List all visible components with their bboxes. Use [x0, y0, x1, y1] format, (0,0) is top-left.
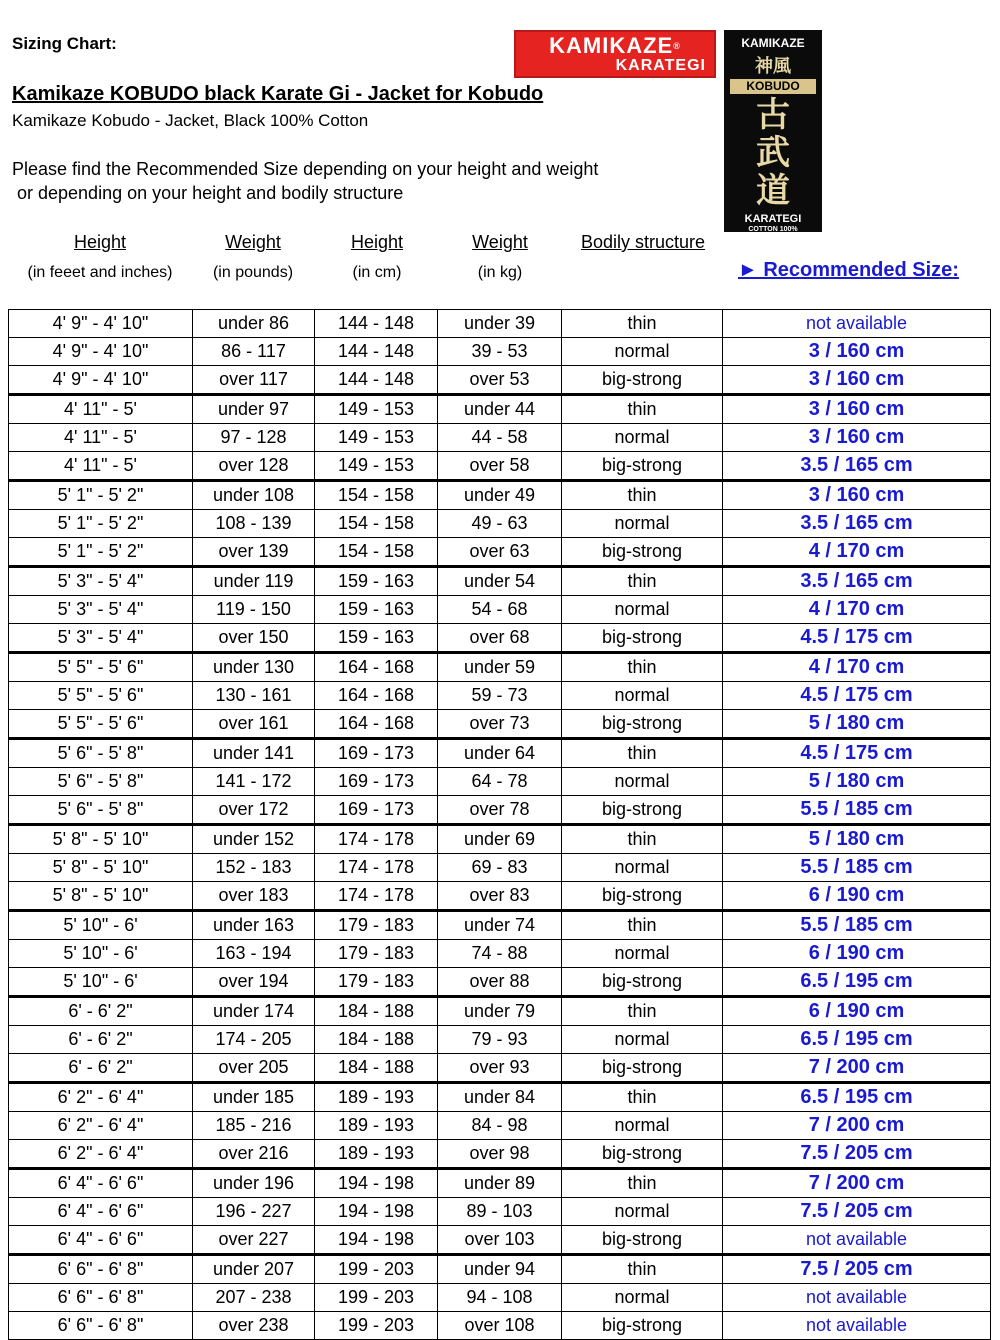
cell-recommended-size: 6 / 190 cm — [723, 940, 991, 968]
cell-weight-lb: 119 - 150 — [193, 596, 315, 624]
label-kanji-1: 古 — [756, 96, 790, 134]
cell-bodily-structure: thin — [562, 653, 723, 682]
table-row — [9, 452, 991, 481]
cell-weight-kg: under 94 — [438, 1255, 562, 1284]
cell-weight-lb: under 174 — [193, 997, 315, 1026]
cell-bodily-structure: normal — [562, 424, 723, 452]
cell-weight-lb: 108 - 139 — [193, 510, 315, 538]
column-sub-height-cm: (in cm) — [352, 264, 402, 281]
cell-height-cm: 199 - 203 — [315, 1284, 438, 1312]
cell-bodily-structure: thin — [562, 481, 723, 510]
cell-bodily-structure: big-strong — [562, 710, 723, 739]
cell-bodily-structure: normal — [562, 338, 723, 366]
cell-bodily-structure: thin — [562, 1083, 723, 1112]
cell-weight-kg: 74 - 88 — [438, 940, 562, 968]
cell-height-ft: 6' 6" - 6' 8" — [9, 1284, 193, 1312]
cell-weight-kg: over 68 — [438, 624, 562, 653]
table-row — [9, 310, 991, 338]
cell-recommended-size: 3 / 160 cm — [723, 481, 991, 510]
instruction-line-1: Please find the Recommended Size depending on your height and weight — [12, 159, 599, 179]
cell-weight-lb: over 227 — [193, 1226, 315, 1255]
cell-height-cm: 154 - 158 — [315, 481, 438, 510]
cell-height-cm: 189 - 193 — [315, 1083, 438, 1112]
cell-weight-kg: over 63 — [438, 538, 562, 567]
cell-weight-kg: over 53 — [438, 366, 562, 395]
cell-height-ft: 5' 8" - 5' 10" — [9, 825, 193, 854]
cell-recommended-size: 3.5 / 165 cm — [723, 510, 991, 538]
cell-bodily-structure: big-strong — [562, 1226, 723, 1255]
cell-weight-lb: 196 - 227 — [193, 1198, 315, 1226]
table-row — [9, 911, 991, 940]
cell-weight-lb: under 196 — [193, 1169, 315, 1198]
cell-weight-kg: 49 - 63 — [438, 510, 562, 538]
cell-weight-lb: over 194 — [193, 968, 315, 997]
cell-height-ft: 6' 4" - 6' 6" — [9, 1169, 193, 1198]
cell-weight-lb: over 183 — [193, 882, 315, 911]
gi-label-image — [724, 30, 822, 232]
cell-height-cm: 164 - 168 — [315, 682, 438, 710]
registered-mark: ® — [673, 41, 681, 51]
cell-bodily-structure: thin — [562, 310, 723, 338]
cell-height-ft: 6' - 6' 2" — [9, 1054, 193, 1083]
cell-bodily-structure: normal — [562, 510, 723, 538]
cell-weight-kg: 54 - 68 — [438, 596, 562, 624]
cell-height-cm: 164 - 168 — [315, 653, 438, 682]
cell-height-cm: 199 - 203 — [315, 1312, 438, 1340]
cell-weight-lb: over 172 — [193, 796, 315, 825]
table-row — [9, 796, 991, 825]
cell-height-cm: 154 - 158 — [315, 538, 438, 567]
column-header-bodily-structure: Bodily structure — [580, 232, 706, 252]
cell-bodily-structure: big-strong — [562, 538, 723, 567]
cell-recommended-size: 3.5 / 165 cm — [723, 567, 991, 596]
cell-weight-lb: over 150 — [193, 624, 315, 653]
cell-weight-lb: under 141 — [193, 739, 315, 768]
cell-weight-lb: under 130 — [193, 653, 315, 682]
table-row — [9, 1140, 991, 1169]
cell-height-ft: 5' 1" - 5' 2" — [9, 510, 193, 538]
cell-height-ft: 6' 4" - 6' 6" — [9, 1226, 193, 1255]
cell-bodily-structure: big-strong — [562, 1054, 723, 1083]
cell-recommended-size: 5 / 180 cm — [723, 768, 991, 796]
kamikaze-logo — [514, 30, 716, 78]
cell-weight-kg: over 103 — [438, 1226, 562, 1255]
cell-height-cm: 194 - 198 — [315, 1169, 438, 1198]
cell-weight-lb: under 185 — [193, 1083, 315, 1112]
logo-line-1: KAMIKAZE — [549, 33, 674, 58]
cell-height-ft: 4' 11" - 5' — [9, 424, 193, 452]
cell-weight-kg: under 64 — [438, 739, 562, 768]
cell-bodily-structure: normal — [562, 1112, 723, 1140]
cell-weight-lb: 174 - 205 — [193, 1026, 315, 1054]
cell-height-ft: 6' 2" - 6' 4" — [9, 1083, 193, 1112]
cell-height-ft: 5' 10" - 6' — [9, 940, 193, 968]
cell-height-ft: 6' 4" - 6' 6" — [9, 1198, 193, 1226]
cell-recommended-size: 7.5 / 205 cm — [723, 1140, 991, 1169]
cell-weight-lb: over 139 — [193, 538, 315, 567]
table-row — [9, 997, 991, 1026]
cell-weight-lb: under 97 — [193, 395, 315, 424]
cell-height-ft: 5' 10" - 6' — [9, 968, 193, 997]
cell-height-cm: 149 - 153 — [315, 452, 438, 481]
table-row — [9, 968, 991, 997]
cell-bodily-structure: thin — [562, 825, 723, 854]
label-karategi: KARATEGI — [744, 213, 802, 225]
table-row — [9, 1255, 991, 1284]
cell-height-ft: 5' 3" - 5' 4" — [9, 624, 193, 653]
cell-recommended-size: 5.5 / 185 cm — [723, 911, 991, 940]
cell-height-cm: 189 - 193 — [315, 1112, 438, 1140]
cell-recommended-size: 4 / 170 cm — [723, 538, 991, 567]
cell-height-cm: 159 - 163 — [315, 624, 438, 653]
label-cotton: COTTON 100% — [748, 226, 798, 233]
cell-weight-lb: 141 - 172 — [193, 768, 315, 796]
table-row — [9, 338, 991, 366]
cell-height-ft: 4' 11" - 5' — [9, 395, 193, 424]
cell-height-ft: 5' 1" - 5' 2" — [9, 481, 193, 510]
cell-height-ft: 5' 3" - 5' 4" — [9, 596, 193, 624]
cell-weight-lb: over 216 — [193, 1140, 315, 1169]
instruction-line-2: or depending on your height and bodily structure — [12, 183, 404, 203]
cell-bodily-structure: thin — [562, 911, 723, 940]
cell-height-cm: 174 - 178 — [315, 882, 438, 911]
cell-weight-lb: over 238 — [193, 1312, 315, 1340]
cell-bodily-structure: normal — [562, 1198, 723, 1226]
column-sub-height-ft: (in feeet and inches) — [27, 264, 173, 281]
cell-weight-lb: over 128 — [193, 452, 315, 481]
cell-weight-kg: 89 - 103 — [438, 1198, 562, 1226]
cell-weight-lb: 163 - 194 — [193, 940, 315, 968]
cell-recommended-size: 3 / 160 cm — [723, 424, 991, 452]
cell-height-cm: 189 - 193 — [315, 1140, 438, 1169]
column-sub-weight-kg: (in kg) — [477, 264, 523, 281]
cell-height-cm: 199 - 203 — [315, 1255, 438, 1284]
cell-bodily-structure: normal — [562, 682, 723, 710]
cell-bodily-structure: normal — [562, 1026, 723, 1054]
cell-bodily-structure: big-strong — [562, 366, 723, 395]
cell-recommended-size: 7 / 200 cm — [723, 1112, 991, 1140]
cell-height-ft: 5' 5" - 5' 6" — [9, 682, 193, 710]
cell-weight-lb: 185 - 216 — [193, 1112, 315, 1140]
table-row — [9, 424, 991, 452]
cell-height-cm: 144 - 148 — [315, 310, 438, 338]
cell-recommended-size: 4.5 / 175 cm — [723, 739, 991, 768]
sizing-chart-title: Sizing Chart: — [12, 34, 117, 53]
product-title: Kamikaze KOBUDO black Karate Gi - Jacket for Kobudo — [12, 83, 544, 105]
cell-height-cm: 144 - 148 — [315, 338, 438, 366]
cell-height-cm: 169 - 173 — [315, 739, 438, 768]
cell-height-cm: 179 - 183 — [315, 911, 438, 940]
table-row — [9, 395, 991, 424]
cell-weight-lb: over 161 — [193, 710, 315, 739]
cell-height-ft: 4' 9" - 4' 10" — [9, 310, 193, 338]
table-row — [9, 1312, 991, 1340]
product-subtitle: Kamikaze Kobudo - Jacket, Black 100% Cotton — [12, 111, 369, 130]
cell-height-cm: 149 - 153 — [315, 395, 438, 424]
label-band: KOBUDO — [730, 79, 816, 94]
cell-height-ft: 5' 10" - 6' — [9, 911, 193, 940]
cell-weight-kg: under 74 — [438, 911, 562, 940]
cell-weight-lb: under 86 — [193, 310, 315, 338]
cell-recommended-size: not available — [723, 1284, 991, 1312]
cell-weight-lb: under 119 — [193, 567, 315, 596]
cell-height-cm: 159 - 163 — [315, 596, 438, 624]
cell-recommended-size: 6 / 190 cm — [723, 997, 991, 1026]
cell-weight-lb: 152 - 183 — [193, 854, 315, 882]
cell-recommended-size: 3 / 160 cm — [723, 395, 991, 424]
cell-height-ft: 5' 5" - 5' 6" — [9, 653, 193, 682]
table-row — [9, 710, 991, 739]
cell-bodily-structure: normal — [562, 768, 723, 796]
cell-height-ft: 5' 5" - 5' 6" — [9, 710, 193, 739]
table-row — [9, 682, 991, 710]
table-row — [9, 882, 991, 911]
cell-recommended-size: 3.5 / 165 cm — [723, 452, 991, 481]
cell-recommended-size: 3 / 160 cm — [723, 366, 991, 395]
cell-recommended-size: 7 / 200 cm — [723, 1169, 991, 1198]
cell-height-ft: 5' 6" - 5' 8" — [9, 768, 193, 796]
cell-weight-kg: over 88 — [438, 968, 562, 997]
cell-weight-kg: under 49 — [438, 481, 562, 510]
cell-weight-kg: 39 - 53 — [438, 338, 562, 366]
cell-weight-lb: under 152 — [193, 825, 315, 854]
table-row — [9, 1226, 991, 1255]
cell-height-ft: 5' 6" - 5' 8" — [9, 739, 193, 768]
cell-height-cm: 194 - 198 — [315, 1198, 438, 1226]
cell-recommended-size: 3 / 160 cm — [723, 338, 991, 366]
cell-recommended-size: 5.5 / 185 cm — [723, 796, 991, 825]
cell-bodily-structure: normal — [562, 940, 723, 968]
label-brand: KAMIKAZE — [741, 36, 805, 50]
cell-height-ft: 6' 6" - 6' 8" — [9, 1255, 193, 1284]
table-row — [9, 1169, 991, 1198]
cell-weight-kg: over 93 — [438, 1054, 562, 1083]
table-row — [9, 739, 991, 768]
cell-height-cm: 169 - 173 — [315, 768, 438, 796]
cell-height-cm: 154 - 158 — [315, 510, 438, 538]
cell-height-ft: 4' 11" - 5' — [9, 452, 193, 481]
table-row — [9, 1026, 991, 1054]
table-row — [9, 940, 991, 968]
cell-bodily-structure: thin — [562, 395, 723, 424]
cell-height-ft: 5' 1" - 5' 2" — [9, 538, 193, 567]
cell-weight-kg: under 79 — [438, 997, 562, 1026]
column-header-weight-lb: Weight — [225, 232, 281, 252]
table-row — [9, 854, 991, 882]
cell-bodily-structure: thin — [562, 567, 723, 596]
cell-weight-kg: over 98 — [438, 1140, 562, 1169]
cell-weight-lb: 86 - 117 — [193, 338, 315, 366]
cell-height-cm: 179 - 183 — [315, 940, 438, 968]
cell-weight-lb: under 163 — [193, 911, 315, 940]
cell-recommended-size: 4 / 170 cm — [723, 653, 991, 682]
cell-bodily-structure: normal — [562, 1284, 723, 1312]
cell-weight-kg: 44 - 58 — [438, 424, 562, 452]
cell-height-ft: 6' 2" - 6' 4" — [9, 1140, 193, 1169]
cell-weight-kg: under 84 — [438, 1083, 562, 1112]
cell-bodily-structure: normal — [562, 854, 723, 882]
cell-weight-lb: under 207 — [193, 1255, 315, 1284]
table-row — [9, 596, 991, 624]
cell-height-cm: 184 - 188 — [315, 997, 438, 1026]
cell-bodily-structure: thin — [562, 739, 723, 768]
cell-recommended-size: not available — [723, 1312, 991, 1340]
table-row — [9, 481, 991, 510]
label-kanji-2: 武 — [756, 134, 790, 172]
table-row — [9, 653, 991, 682]
cell-height-cm: 194 - 198 — [315, 1226, 438, 1255]
cell-bodily-structure: big-strong — [562, 796, 723, 825]
cell-bodily-structure: big-strong — [562, 968, 723, 997]
cell-weight-kg: over 58 — [438, 452, 562, 481]
cell-height-cm: 184 - 188 — [315, 1026, 438, 1054]
cell-height-cm: 184 - 188 — [315, 1054, 438, 1083]
cell-weight-lb: 130 - 161 — [193, 682, 315, 710]
cell-bodily-structure: thin — [562, 1255, 723, 1284]
table-row — [9, 825, 991, 854]
cell-height-cm: 174 - 178 — [315, 854, 438, 882]
table-row — [9, 1054, 991, 1083]
cell-recommended-size: 5.5 / 185 cm — [723, 854, 991, 882]
cell-recommended-size: not available — [723, 1226, 991, 1255]
cell-recommended-size: not available — [723, 310, 991, 338]
cell-height-cm: 159 - 163 — [315, 567, 438, 596]
cell-weight-kg: 94 - 108 — [438, 1284, 562, 1312]
cell-weight-kg: 59 - 73 — [438, 682, 562, 710]
cell-height-ft: 5' 8" - 5' 10" — [9, 854, 193, 882]
cell-weight-lb: under 108 — [193, 481, 315, 510]
table-row — [9, 567, 991, 596]
table-row — [9, 1198, 991, 1226]
label-japanese-brand: 神風 — [755, 56, 791, 76]
cell-weight-lb: 207 - 238 — [193, 1284, 315, 1312]
cell-weight-kg: under 89 — [438, 1169, 562, 1198]
cell-bodily-structure: normal — [562, 596, 723, 624]
cell-weight-kg: 79 - 93 — [438, 1026, 562, 1054]
cell-height-ft: 6' - 6' 2" — [9, 997, 193, 1026]
cell-recommended-size: 6.5 / 195 cm — [723, 1026, 991, 1054]
table-row — [9, 1284, 991, 1312]
table-row — [9, 366, 991, 395]
cell-weight-kg: over 83 — [438, 882, 562, 911]
cell-height-cm: 164 - 168 — [315, 710, 438, 739]
cell-weight-lb: 97 - 128 — [193, 424, 315, 452]
cell-weight-kg: 64 - 78 — [438, 768, 562, 796]
cell-height-cm: 144 - 148 — [315, 366, 438, 395]
recommended-size-header[interactable]: ► Recommended Size: — [738, 259, 959, 281]
cell-weight-kg: under 69 — [438, 825, 562, 854]
column-sub-weight-lb: (in pounds) — [212, 264, 294, 281]
cell-weight-kg: over 108 — [438, 1312, 562, 1340]
column-header-height-cm: Height — [350, 232, 404, 252]
logo-line-2: KARATEGI — [615, 57, 706, 74]
cell-weight-kg: under 44 — [438, 395, 562, 424]
cell-recommended-size: 5 / 180 cm — [723, 825, 991, 854]
cell-height-ft: 5' 6" - 5' 8" — [9, 796, 193, 825]
cell-weight-lb: over 117 — [193, 366, 315, 395]
cell-height-ft: 4' 9" - 4' 10" — [9, 338, 193, 366]
cell-weight-kg: over 78 — [438, 796, 562, 825]
cell-bodily-structure: big-strong — [562, 624, 723, 653]
table-row — [9, 624, 991, 653]
cell-recommended-size: 4.5 / 175 cm — [723, 682, 991, 710]
cell-recommended-size: 4 / 170 cm — [723, 596, 991, 624]
table-row — [9, 1112, 991, 1140]
cell-bodily-structure: thin — [562, 997, 723, 1026]
cell-weight-kg: 69 - 83 — [438, 854, 562, 882]
cell-weight-kg: under 59 — [438, 653, 562, 682]
cell-weight-kg: under 39 — [438, 310, 562, 338]
table-row — [9, 538, 991, 567]
cell-weight-kg: over 73 — [438, 710, 562, 739]
cell-height-cm: 169 - 173 — [315, 796, 438, 825]
cell-bodily-structure: big-strong — [562, 1312, 723, 1340]
cell-recommended-size: 7.5 / 205 cm — [723, 1255, 991, 1284]
label-kanji-3: 道 — [756, 172, 790, 210]
cell-bodily-structure: big-strong — [562, 882, 723, 911]
cell-weight-kg: 84 - 98 — [438, 1112, 562, 1140]
cell-height-ft: 5' 3" - 5' 4" — [9, 567, 193, 596]
cell-recommended-size: 5 / 180 cm — [723, 710, 991, 739]
cell-height-ft: 5' 8" - 5' 10" — [9, 882, 193, 911]
cell-recommended-size: 6.5 / 195 cm — [723, 968, 991, 997]
cell-bodily-structure: thin — [562, 1169, 723, 1198]
cell-height-cm: 179 - 183 — [315, 968, 438, 997]
cell-recommended-size: 4.5 / 175 cm — [723, 624, 991, 653]
table-row — [9, 768, 991, 796]
cell-height-ft: 6' 6" - 6' 8" — [9, 1312, 193, 1340]
cell-bodily-structure: big-strong — [562, 452, 723, 481]
cell-height-ft: 6' 2" - 6' 4" — [9, 1112, 193, 1140]
cell-recommended-size: 7 / 200 cm — [723, 1054, 991, 1083]
table-row — [9, 510, 991, 538]
column-header-weight-kg: Weight — [472, 232, 528, 252]
table-row — [9, 1083, 991, 1112]
cell-recommended-size: 6.5 / 195 cm — [723, 1083, 991, 1112]
cell-height-ft: 6' - 6' 2" — [9, 1026, 193, 1054]
cell-height-ft: 4' 9" - 4' 10" — [9, 366, 193, 395]
cell-weight-lb: over 205 — [193, 1054, 315, 1083]
sizing-table — [8, 309, 991, 1340]
cell-height-cm: 174 - 178 — [315, 825, 438, 854]
cell-height-cm: 149 - 153 — [315, 424, 438, 452]
cell-recommended-size: 6 / 190 cm — [723, 882, 991, 911]
column-header-height-ft: Height — [73, 232, 127, 252]
cell-recommended-size: 7.5 / 205 cm — [723, 1198, 991, 1226]
cell-weight-kg: under 54 — [438, 567, 562, 596]
cell-bodily-structure: big-strong — [562, 1140, 723, 1169]
